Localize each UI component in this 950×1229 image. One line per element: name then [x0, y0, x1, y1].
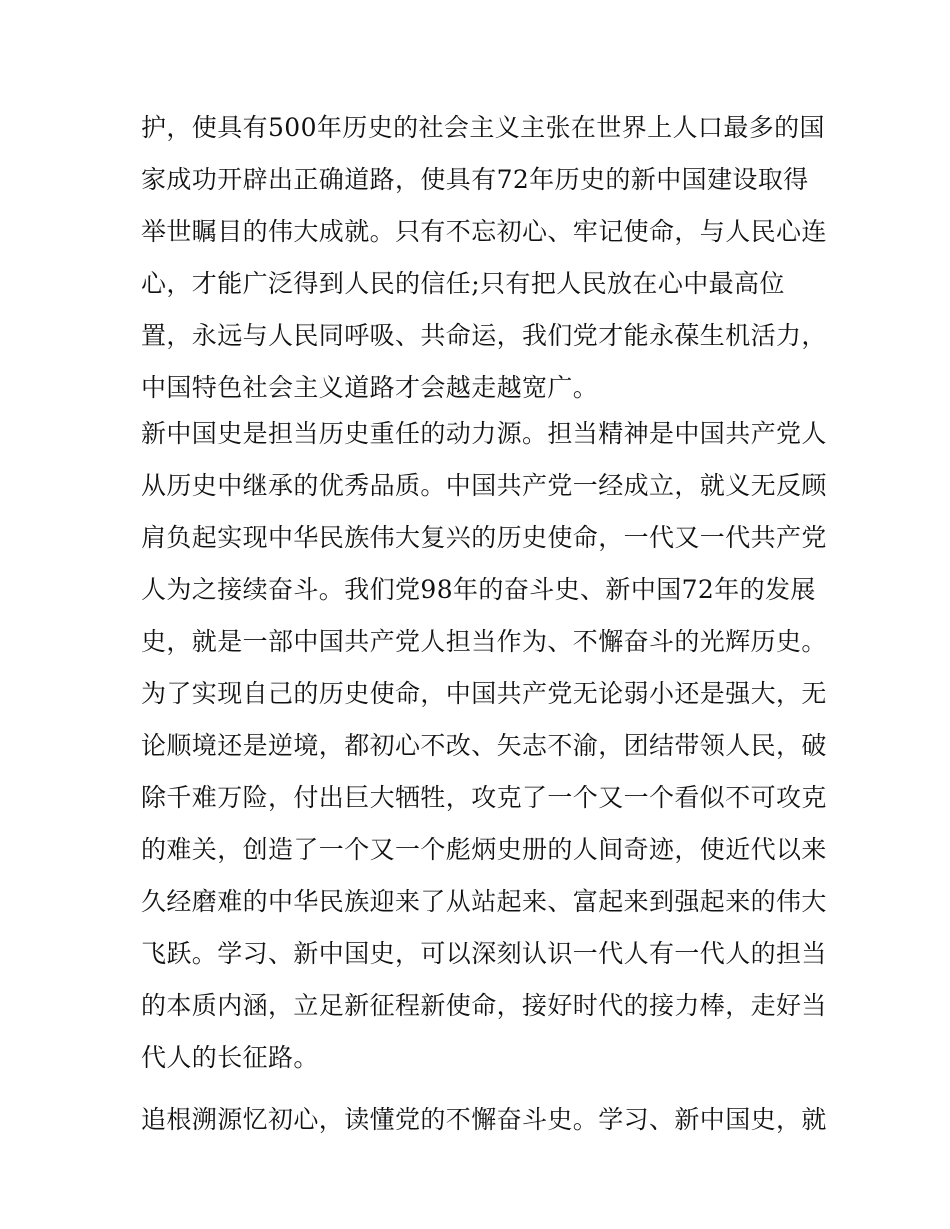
text-line: 的本质内涵，立足新征程新使命，接好时代的接力棒，走好当: [141, 991, 827, 1020]
text-line: 举世瞩目的伟大成就。只有不忘初心、牢记使命，与人民心连: [141, 217, 827, 246]
text-line: 论顺境还是逆境，都初心不改、矢志不渝，团结带领人民，破: [141, 731, 827, 760]
text-line: 家成功开辟出正确道路，使具有72年历史的新中国建设取得: [141, 165, 809, 194]
text-line: 中国特色社会主义道路才会越走越宽广。: [141, 373, 599, 402]
text-line: 人为之接续奋斗。我们党98年的奋斗史、新中国72年的发展: [141, 575, 816, 604]
text-line: 史，就是一部中国共产党人担当作为、不懈奋斗的光辉历史。: [141, 627, 827, 656]
paragraph: [141, 102, 827, 414]
text-line: 从历史中继承的优秀品质。中国共产党一经成立，就义无反顾: [141, 471, 827, 500]
text-line: 飞跃。学习、新中国史，可以深刻认识一代人有一代人的担当: [141, 939, 827, 968]
text-line: 久经磨难的中华民族迎来了从站起来、富起来到强起来的伟大: [141, 887, 827, 916]
text-line: 置，永远与人民同呼吸、共命运，我们党才能永葆生机活力，: [141, 321, 827, 350]
text-line: 肩负起实现中华民族伟大复兴的历史使命，一代又一代共产党: [141, 523, 827, 552]
text-line: 代人的长征路。: [141, 1043, 319, 1072]
paragraph: [141, 408, 827, 1084]
text-line: 为了实现自己的历史使命，中国共产党无论弱小还是强大，无: [141, 679, 827, 708]
text-line: 新中国史是担当历史重任的动力源。担当精神是中国共产党人: [141, 419, 827, 448]
text-line: 追根溯源忆初心，读懂党的不懈奋斗史。学习、新中国史，就: [141, 1105, 827, 1134]
text-line: 除千难万险，付出巨大牺牲，攻克了一个又一个看似不可攻克: [141, 783, 827, 812]
text-line: 的难关，创造了一个又一个彪炳史册的人间奇迹，使近代以来: [141, 835, 827, 864]
text-line: 护，使具有500年历史的社会主义主张在世界上人口最多的国: [141, 113, 825, 142]
text-line: 心，才能广泛得到人民的信任;只有把人民放在心中最高位: [141, 269, 785, 298]
paragraph: [141, 1094, 827, 1146]
